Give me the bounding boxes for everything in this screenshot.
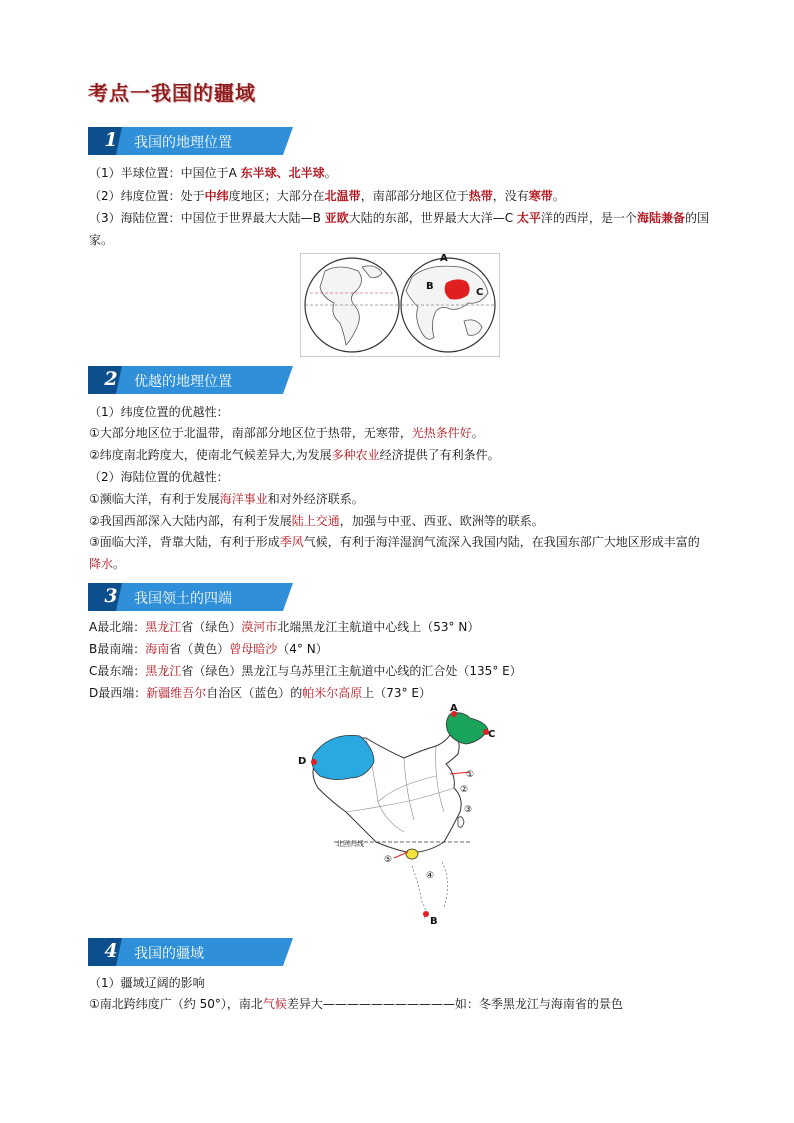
- s2-line-6: ②我国西部深入大陆内部，有利于发展陆上交通，加强与中亚、西亚、欧洲等的联系。: [89, 514, 544, 528]
- marker-4: ④: [426, 871, 435, 881]
- s1-line-1: （1）半球位置：中国位于A 东半球、北半球。: [89, 166, 337, 180]
- map-label-a: A: [440, 253, 448, 264]
- map-label-a: A: [450, 703, 458, 714]
- s3-line-3: C最东端：黑龙江省（绿色）黑龙江与乌苏里江主航道中心线的汇合处（135° E）: [89, 664, 522, 678]
- s4-line-1: （1）疆域辽阔的影响: [89, 976, 205, 990]
- s2-line-5: ①濒临大洋，有利于发展海洋事业和对外经济联系。: [89, 492, 364, 506]
- section-title: 我国的地理位置: [134, 135, 232, 151]
- map-label-c: C: [488, 729, 496, 740]
- section-number: 2: [104, 368, 118, 390]
- s2-line-2: ①大部分地区位于北温带，南部部分地区位于热带，无寒带，光热条件好。: [89, 426, 484, 440]
- xinjiang-region: [312, 735, 374, 779]
- hemisphere-map: [300, 253, 500, 357]
- section-banner-2: [88, 366, 298, 394]
- s2-line-4: （2）海陆位置的优越性：: [89, 470, 229, 484]
- china-extremities-map: [294, 702, 504, 926]
- s3-line-2: B最南端：海南省（黄色）曾母暗沙（4° N）: [89, 642, 328, 656]
- section-banner-1: [88, 127, 298, 155]
- marker-1: ①: [466, 770, 475, 780]
- map-label-b: B: [426, 281, 434, 292]
- marker-3: ③: [464, 805, 473, 815]
- marker-5: ⑤: [384, 855, 393, 865]
- hainan-region: [406, 849, 418, 859]
- section-title: 我国的疆域: [134, 946, 204, 962]
- map-label-c: C: [476, 287, 484, 298]
- section-number: 3: [104, 585, 118, 607]
- tropic-label: 北回归线: [336, 840, 364, 848]
- s2-line-3: ②纬度南北跨度大，使南北气候差异大,为发展多种农业经济提供了有利条件。: [89, 448, 500, 462]
- s1-line-3: （3）海陆位置：中国位于世界最大大陆—B 亚欧大陆的东部，世界最大大洋—C 太平洋的西岸，是一个海陆兼备的国家。: [89, 211, 709, 247]
- s3-line-1: A最北端：黑龙江省（绿色）漠河市北端黑龙江主航道中心线上（53° N）: [89, 620, 480, 634]
- marker-2: ②: [460, 785, 469, 795]
- section-title: 优越的地理位置: [134, 374, 232, 390]
- page-title: 考点一我国的疆域: [88, 81, 256, 105]
- section-number: 1: [104, 129, 118, 151]
- s2-line-1: （1）纬度位置的优越性：: [89, 405, 229, 419]
- map-label-d: D: [298, 756, 307, 767]
- section-number: 4: [104, 940, 118, 962]
- section-title: 我国领土的四端: [134, 591, 232, 607]
- s2-line-7: ③面临大洋，背靠大陆，有利于形成季风气候，有利于海洋湿润气流深入我国内陆，在我国东部广大地区形成丰富的降水。: [89, 535, 700, 571]
- map-label-b: B: [430, 916, 438, 926]
- section-banner-4: [88, 938, 298, 966]
- s4-line-2: ①南北跨纬度广（约 50°），南北气候差异大———————————如：冬季黑龙江与海南省的景色: [89, 997, 623, 1011]
- s3-line-4: D最西端：新疆维吾尔自治区（蓝色）的帕米尔高原上（73° E）: [89, 686, 431, 700]
- section-banner-3: [88, 583, 298, 611]
- s1-line-2: （2）纬度位置：处于中纬度地区；大部分在北温带，南部部分地区位于热带，没有寒带。: [89, 189, 565, 203]
